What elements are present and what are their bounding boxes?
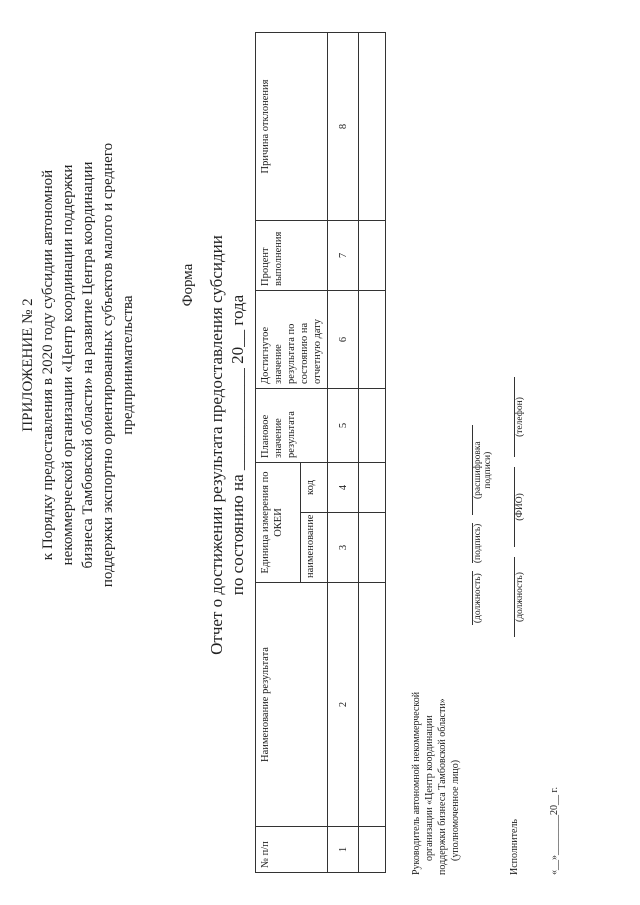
column-number-row	[328, 33, 359, 873]
appendix-line-1: к Порядку предоставления в 2020 году субсидии автономной	[40, 169, 56, 561]
cell-empty[interactable]	[359, 827, 386, 873]
caption-signature-decoding: (расшифровка подписи)	[473, 441, 493, 500]
table-row	[359, 33, 386, 873]
col-number-1: 1	[328, 827, 359, 873]
header-unit-group: Единица измерения по ОКЕИ	[256, 463, 301, 583]
appendix-header	[18, 65, 138, 665]
caption-signature: (подпись)	[473, 523, 483, 564]
appendix-line-4: поддержки экспортно ориентированных субъектов малого и среднего	[100, 142, 116, 588]
cell-empty[interactable]	[359, 463, 386, 513]
head-signature-lines	[458, 425, 493, 625]
executor-lines	[500, 377, 525, 637]
header-unit-code: код	[300, 463, 327, 513]
date-line[interactable]: «__»________20__ г.	[549, 787, 560, 875]
appendix-title: ПРИЛОЖЕНИЕ № 2	[20, 298, 36, 432]
appendix-line-3: бизнеса Тамбовской области» на развитие Центра координации	[80, 161, 96, 569]
header-name: Наименование результата	[256, 583, 328, 827]
header-reason: Причина отклонения	[256, 33, 328, 221]
col-number-7: 7	[328, 221, 359, 291]
appendix-line-2: некоммерческой организации «Центр координации поддержки	[60, 164, 76, 566]
cell-empty[interactable]	[359, 291, 386, 389]
header-num: № п/п	[256, 827, 328, 873]
cell-empty[interactable]	[359, 221, 386, 291]
cell-empty[interactable]	[359, 389, 386, 463]
col-number-8: 8	[328, 33, 359, 221]
head-line-1: Руководитель автономной некоммерческой	[411, 691, 422, 875]
report-title-line-2: по состоянию на ____________ 20__ года	[228, 294, 247, 596]
executor-phone-field[interactable]	[500, 377, 525, 457]
header-unit-name: наименование	[300, 513, 327, 583]
table-header-row	[256, 33, 301, 873]
caption-executor-phone: (телефон)	[515, 397, 525, 437]
caption-executor-position: (должность)	[515, 572, 525, 622]
col-number-6: 6	[328, 291, 359, 389]
cell-empty[interactable]	[359, 583, 386, 827]
header-percent: Процент выполнения	[256, 221, 328, 291]
executor-position-field[interactable]	[500, 557, 525, 637]
col-number-3: 3	[328, 513, 359, 583]
report-title	[206, 175, 248, 715]
col-number-4: 4	[328, 463, 359, 513]
header-achieved: Достигнутое значение результата по состоянию на отчетную дату	[256, 291, 328, 389]
head-signatory-block	[410, 635, 462, 875]
form-label: Форма	[180, 263, 196, 307]
head-position-field[interactable]	[458, 571, 493, 625]
appendix-line-5: предпринимательства	[120, 295, 136, 435]
head-signature-decoding-field[interactable]	[458, 425, 493, 515]
head-line-2: организации «Центр координации	[424, 715, 435, 861]
report-table	[255, 32, 386, 873]
cell-empty[interactable]	[359, 513, 386, 583]
caption-executor-name: (ФИО)	[515, 493, 525, 521]
report-title-line-1: Отчет о достижении результата предоставления субсидии	[207, 235, 226, 655]
col-number-5: 5	[328, 389, 359, 463]
head-line-4: (уполномоченное лицо)	[450, 759, 461, 861]
head-signature-field[interactable]	[458, 523, 493, 563]
cell-empty[interactable]	[359, 33, 386, 221]
executor-name-field[interactable]	[500, 467, 525, 547]
caption-position: (должность)	[473, 573, 483, 624]
header-planned: Плановое значение результата	[256, 389, 328, 463]
col-number-2: 2	[328, 583, 359, 827]
executor-label: Исполнитель	[509, 819, 520, 875]
head-line-3: поддержки бизнеса Тамбовской области»	[437, 698, 448, 875]
